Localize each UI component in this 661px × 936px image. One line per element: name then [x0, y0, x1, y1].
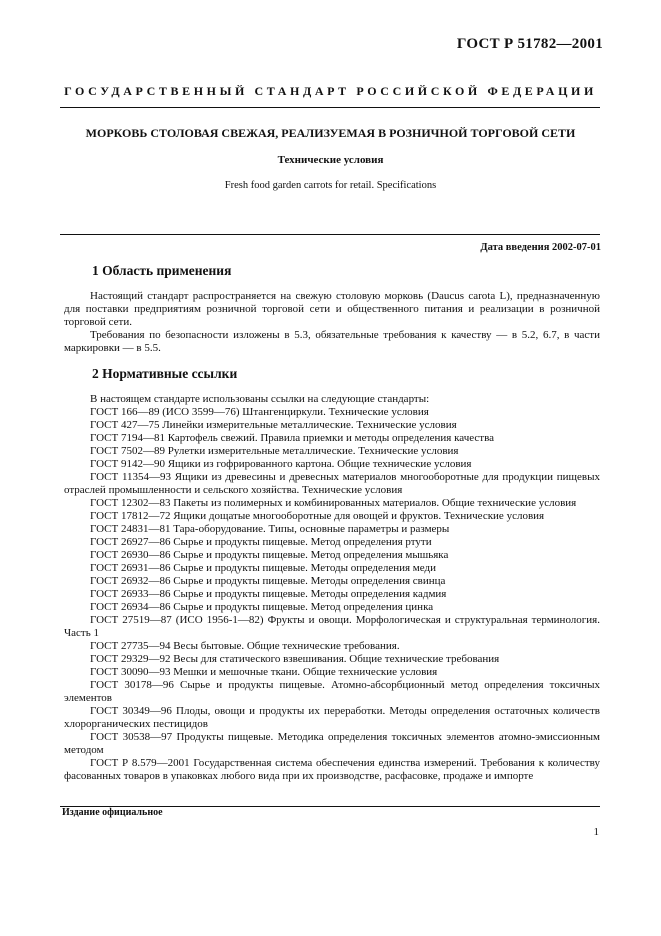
list-item: В настоящем стандарте использованы ссылки на следующие стандарты:: [90, 393, 430, 405]
list-item: ГОСТ 26932—86 Сырье и продукты пищевые. Методы определения свинца: [90, 575, 446, 587]
list-item: ГОСТ 30538—97 Продукты пищевые. Методика определения токсичных элементов атомно-эмиссионным методом: [64, 731, 600, 756]
list-item: ГОСТ 30178—96 Сырье и продукты пищевые. Атомно-абсорбционный метод определения токсичных элементов: [64, 679, 600, 704]
list-item: ГОСТ 11354—93 Ящики из древесины и древесных материалов многооборотные для продукции пищевых отраслей промышленности и сельского хозяйства. Технические условия: [64, 471, 600, 496]
list-item: ГОСТ 30090—93 Мешки и мешочные ткани. Общие технические условия: [90, 666, 438, 678]
paragraph: Настоящий стандарт распространяется на свежую столовую морковь (Daucus carota L), предназначенную для поставки предприятиям розничной торговой сети и общественного питания и реализации в розничной торговой сети.: [64, 290, 600, 328]
list-item: ГОСТ 27519—87 (ИСО 1956-1—82) Фрукты и овощи. Морфологическая и структуральная терминология. Часть 1: [64, 614, 600, 639]
document-subtitle: Технические условия: [277, 154, 384, 166]
edition-note: Издание официальное: [62, 807, 163, 818]
introduction-date: Дата введения 2002-07-01: [480, 242, 601, 253]
list-item: ГОСТ 27735—94 Весы бытовые. Общие технические требования.: [90, 640, 400, 652]
list-item: ГОСТ 9142—90 Ящики из гофрированного картона. Общие технические условия: [90, 458, 472, 470]
section-2-heading: 2 Нормативные ссылки: [92, 366, 238, 381]
top-rule: [60, 107, 600, 108]
list-item: ГОСТ 427—75 Линейки измерительные металлические. Технические условия: [90, 419, 457, 431]
list-item: ГОСТ 26927—86 Сырье и продукты пищевые. Метод определения ртути: [90, 536, 432, 548]
paragraph: Требования по безопасности изложены в 5.3, обязательные требования к качеству — в 5.2, 6.7, в части маркировки — в 5.5.: [64, 329, 600, 354]
section-1-body: [64, 290, 600, 355]
list-item: ГОСТ 30349—96 Плоды, овощи и продукты их переработки. Методы определения остаточных количеств хлорорганических пестицидов: [64, 705, 600, 730]
list-item: ГОСТ 166—89 (ИСО 3599—76) Штангенциркули. Технические условия: [90, 406, 429, 418]
list-item: ГОСТ 26933—86 Сырье и продукты пищевые. Методы определения кадмия: [90, 588, 447, 600]
list-item: ГОСТ 26930—86 Сырье и продукты пищевые. Метод определения мышьяка: [90, 549, 449, 561]
list-item: ГОСТ 12302—83 Пакеты из полимерных и комбинированных материалов. Общие технические условия: [90, 497, 577, 509]
normative-references-list: [64, 393, 600, 783]
english-title: Fresh food garden carrots for retail. Specifications: [224, 180, 437, 191]
title-rule: [60, 234, 600, 235]
section-1-heading: 1 Область применения: [92, 263, 232, 278]
list-item: ГОСТ 17812—72 Ящики дощатые многооборотные для овощей и фруктов. Технические условия: [90, 510, 545, 522]
document-title: МОРКОВЬ СТОЛОВАЯ СВЕЖАЯ, РЕАЛИЗУЕМАЯ В РОЗНИЧНОЙ ТОРГОВОЙ СЕТИ: [85, 126, 576, 140]
list-item: ГОСТ 29329—92 Весы для статического взвешивания. Общие технические требования: [90, 653, 500, 665]
list-item: ГОСТ Р 8.579—2001 Государственная система обеспечения единства измерений. Требования к количеству фасованных товаров в упаковках любого вида при их производстве, расфасовке, продаже и импорте: [64, 757, 600, 782]
list-item: ГОСТ 26931—86 Сырье и продукты пищевые. Методы определения меди: [90, 562, 436, 574]
list-item: ГОСТ 24831—81 Тара-оборудование. Типы, основные параметры и размеры: [90, 523, 450, 535]
page-number: 1: [593, 826, 599, 838]
list-item: ГОСТ 26934—86 Сырье и продукты пищевые. Метод определения цинка: [90, 601, 434, 613]
list-item: ГОСТ 7194—81 Картофель свежий. Правила приемки и методы определения качества: [90, 432, 495, 444]
gost-code: ГОСТ Р 51782—2001: [456, 36, 603, 52]
state-standard-banner: ГОСУДАРСТВЕННЫЙ СТАНДАРТ РОССИЙСКОЙ ФЕДЕРАЦИИ: [64, 84, 597, 98]
list-item: ГОСТ 7502—89 Рулетки измерительные металлические. Технические условия: [90, 445, 459, 457]
